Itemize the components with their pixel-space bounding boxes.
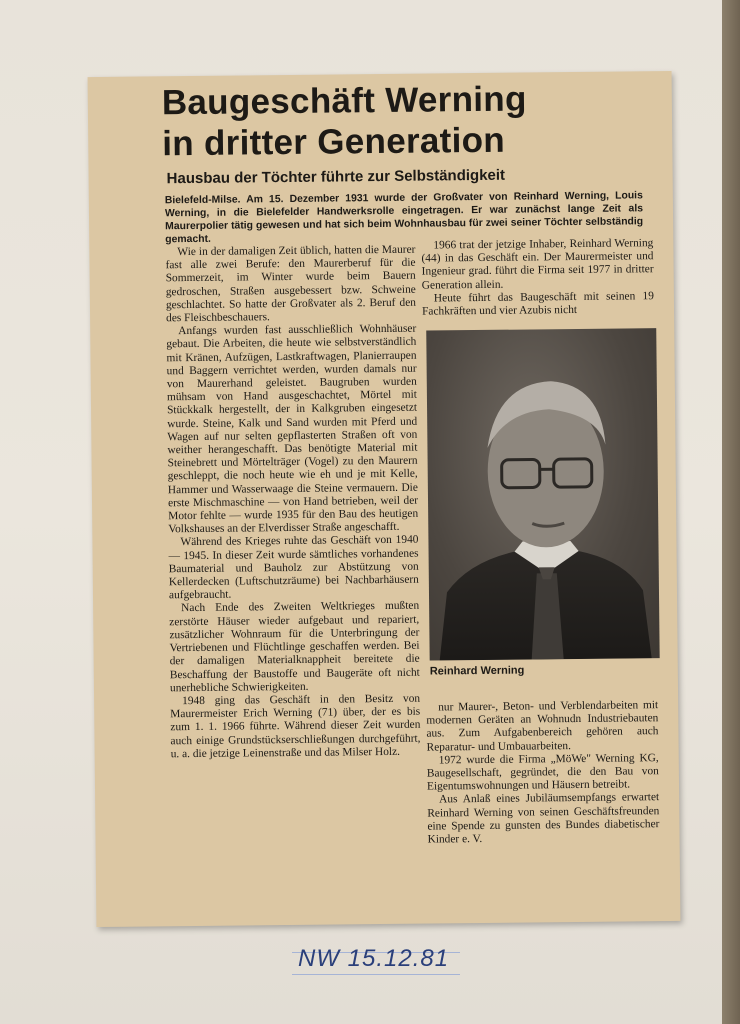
portrait-photo <box>426 328 659 660</box>
paragraph: Wie in der damaligen Zeit üblich, hatten die Maurer fast alle zwei Berufe: den Maurerberuf für die Sommerzeit, im Winter wurde beim Bauern gedroschen, Straßen ausgebessert bzw. Schweine geschlachtet. So hatte der Großvater als 2. Beruf den des Fleischbeschauers. <box>165 243 417 325</box>
paragraph: 1966 trat der jetzige Inhaber, Reinhard Werning (44) in das Geschäft ein. Der Maurermeister und Ingenieur grad. führt die Firma seit 1977 in dritter Generation allein. <box>421 237 654 292</box>
handwritten-date-note: NW 15.12.81 <box>298 945 450 972</box>
article-column-right-top <box>421 237 654 319</box>
paragraph: 1972 wurde die Firma „MöWe" Werning KG, Baugesellschaft, gegründet, die den Bau von Eigentumswohnungen und Häusern betreibt. <box>426 751 659 793</box>
paragraph: Heute führt das Baugeschäft mit seinen 19 Fachkräften und vier Azubis nicht <box>421 289 654 318</box>
article-column-right-bottom <box>426 699 660 847</box>
article-headline <box>162 77 633 164</box>
note-underline-bottom <box>292 974 460 975</box>
article-subheadline: Hausbau der Töchter führte zur Selbständigkeit <box>166 166 506 188</box>
newspaper-clipping <box>88 71 681 927</box>
paragraph: Aus Anlaß eines Jubiläumsempfangs erwartet Reinhard Werning von seinen Geschäftsfreunden eine Spende zu gunsten des Bundes diabetischer Kinder e. V. <box>427 791 660 846</box>
paragraph: Nach Ende des Zweiten Weltkrieges mußten zerstörte Häuser wieder aufgebaut und repariert, zusätzlicher Wohnraum für die Unterbringung der Vertriebenen und Flüchtlinge geschaffen werden. Bei der damaligen Materialknappheit bereitete die Beschaffung der Baustoffe und Baugeräte oft nicht unerhebliche Schwierigkeiten. <box>169 600 420 694</box>
album-binding-edge <box>722 0 740 1024</box>
headline-line-2: in dritter Generation <box>162 120 506 164</box>
paragraph: Während des Krieges ruhte das Geschäft von 1940 — 1945. In dieser Zeit wurde sämtliches vorhandenes Baumaterial und Bauholz zur Abstützung von Kellerdecken (Luftschutzräume) bei Nachbarhäusern aufgebraucht. <box>168 534 419 602</box>
article-lede: Bielefeld-Milse. Am 15. Dezember 1931 wurde der Großvater von Reinhard Werning, Louis Werning, in die Bielefelder Handwerksrolle eingetragen. Er war zunächst lange Zeit als Maurerpolier tätig gewesen und hat sich beim Wohnhausbau für zwei seiner Töchter selbständig gemacht. <box>164 190 644 246</box>
article-column-left <box>165 244 420 762</box>
paragraph: 1948 ging das Geschäft in den Besitz von Maurermeister Erich Werning (71) über, der es bis zum 1. 1. 1966 führte. Während dieser Zeit wurden auch einige Grundstückserschließungen durchgeführt, u. a. die jetzige Leinenstraße und das Milser Holz. <box>170 692 421 760</box>
headline-line-1: Baugeschäft Werning <box>161 79 527 123</box>
photo-caption: Reinhard Werning <box>429 664 525 678</box>
paragraph: Anfangs wurden fast ausschließlich Wohnhäuser gebaut. Die Arbeiten, die heute wie selbstverständlich mit Kränen, Aufzügen, Lastkraftwagen, Planierraupen und Baggern verrichtet werden, wurden damals nur von Maurerhand geleistet. Baugruben wurden mühsam von Hand ausgeschachtet, Mörtel mit Stückkalk hergestellt, der in Kalkgruben eingesetzt wurde. Steine, Kalk und Sand wurden mit Pferd und Wagen auf nur selten gepflasterten Straßen oft von weither herangeschafft. Das benötigte Material mit Steinebrett und Mörtelträger (Vogel) zu den Maurern geschleppt, die noch heute wie eh und je mit Kelle, Hammer und Wasserwaage die Steine vermauern. Die erste Mischmaschine — von Hand betrieben, weil der Motor fehlte — wurde 1935 für den Bau des heutigen Volkshauses an der Elverdisser Straße angeschafft. <box>166 322 419 536</box>
paragraph: nur Maurer-, Beton- und Verblendarbeiten mit modernen Geräten an Wohnudn Industriebauten aus. Zum Aufgabenbereich gehören auch Reparatur- und Umbauarbeiten. <box>426 699 659 754</box>
portrait-illustration <box>426 328 659 660</box>
